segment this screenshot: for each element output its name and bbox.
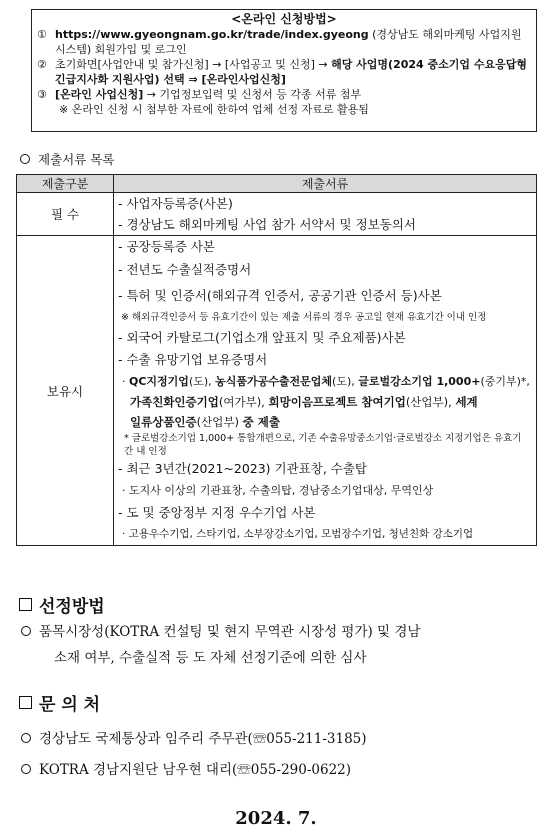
required-label: 필 수	[17, 193, 114, 236]
docs-list-title-row	[20, 150, 114, 168]
cert-line-3: 일류상품인증(산업부) 중 제출	[130, 415, 280, 429]
docs-list-title: 제출서류 목록	[38, 152, 115, 167]
contact-heading: 문 의 처	[39, 695, 101, 715]
online-step-1: ① https://www.gyeongnam.go.kr/trade/index.gyeong (경상남도 해외마케팅 사업지원 시스템) 회원가입 및 로그인	[37, 28, 522, 56]
document-date: 2024. 7.	[235, 808, 317, 829]
square-bullet-icon	[19, 598, 32, 611]
contact-heading-row	[19, 690, 100, 715]
square-bullet-icon	[19, 696, 32, 709]
optional-docs: - 공장등록증 사본 - 전년도 수출실적증명서 - 특허 및 인증서(해외규격 인증서, 공공기관 인증서 등)사본 ※ 해외규격인증서 등 유효기간이 있는 제출 서류의 경우 공고일 현재 유효기간 이내 인정 - 외국어 카탈로그(기업소개 앞표지 및 주요제품)사본 - 수출 유망기업 보유증명서 · QC지정기업(도), 농식품가공수출전문업체(도), 글로벌강소기업 1,000+(중기부)*, 가족친화인증기업(여가부), 희망이음프로젝트 참여기업(산업부), 세계 일류상품인증(산업부) 중 제출 * 글로벌강소기업 1,000+ 통합개편으로, 기존 수출유망중소기업·글로벌강소 지정기업은 유효기간 내 인정 - 최근 3년간(2021~2023) 기관표창, 수출탑 · 도지사 이상의 기관표창, 수출의탑, 경남중소기업대상, 무역인상 - 도 및 중앙정부 지정 우수기업 사본 · 고용우수기업, 스타기업, 소부장강소기업, 모범장수기업, 청년친화 강소기업	[114, 236, 537, 546]
selection-body: 품목시장성(KOTRA 컨설팅 및 현지 무역관 시장성 평가) 및 경남 소재 여부, 수출실적 등 도 자체 선정기준에 의한 심사	[21, 619, 420, 671]
circle-bullet-icon	[20, 154, 30, 164]
contact-body: 경상남도 국제통상과 임주리 주무관(☏055-211-3185) KOTRA 경남지원단 남우현 대리(☏055-290-0622)	[21, 724, 367, 786]
required-docs: - 사업자등록증(사본) - 경상남도 해외마케팅 사업 참가 서약서 및 정보동의서	[114, 193, 537, 236]
online-note: ※ 온라인 신청 시 첨부한 자료에 한하여 업체 선정 자료로 활용됨	[59, 103, 369, 116]
site-url-link[interactable]: https://www.gyeongnam.go.kr/trade/index.gyeong	[55, 28, 369, 41]
global-note: * 글로벌강소기업 1,000+ 통합개편으로, 기존 수출유망중소기업·글로벌강소 지정기업은 유효기간 내 인정	[124, 433, 522, 457]
online-step-3: ③ [온라인 사업신청] → 기업정보입력 및 신청서 등 각종 서류 첨부	[37, 88, 362, 101]
cert-line-1: · QC지정기업(도), 농식품가공수출전문업체(도), 글로벌강소기업 1,000+(중기부)*,	[122, 375, 530, 388]
online-title: <온라인 신청방법>	[231, 12, 337, 26]
online-application-box	[31, 9, 537, 132]
header-category: 제출구분	[17, 175, 114, 193]
cert-line-2: 가족친화인증기업(여가부), 희망이음프로젝트 참여기업(산업부), 세계	[130, 395, 478, 409]
selection-heading: 선정방법	[39, 597, 105, 617]
online-step-2: ② 초기화면[사업안내 및 참가신청] → [사업공고 및 신청] → 해당 사업명(2024 중소기업 수요응답형 긴급지사화 지원사업) 선택 ⇒ [온라인사업신청]	[37, 58, 527, 86]
cert-validity-note: ※ 해외규격인증서 등 유효기간이 있는 제출 서류의 경우 공고일 현재 유효기간 이내 인정	[121, 312, 487, 323]
optional-label: 보유시	[17, 236, 114, 546]
header-documents: 제출서류	[114, 175, 537, 193]
circle-bullet-icon	[21, 626, 31, 636]
selection-heading-row	[19, 592, 105, 617]
circle-bullet-icon	[21, 733, 31, 743]
circle-bullet-icon	[21, 764, 31, 774]
submission-table	[16, 174, 537, 546]
